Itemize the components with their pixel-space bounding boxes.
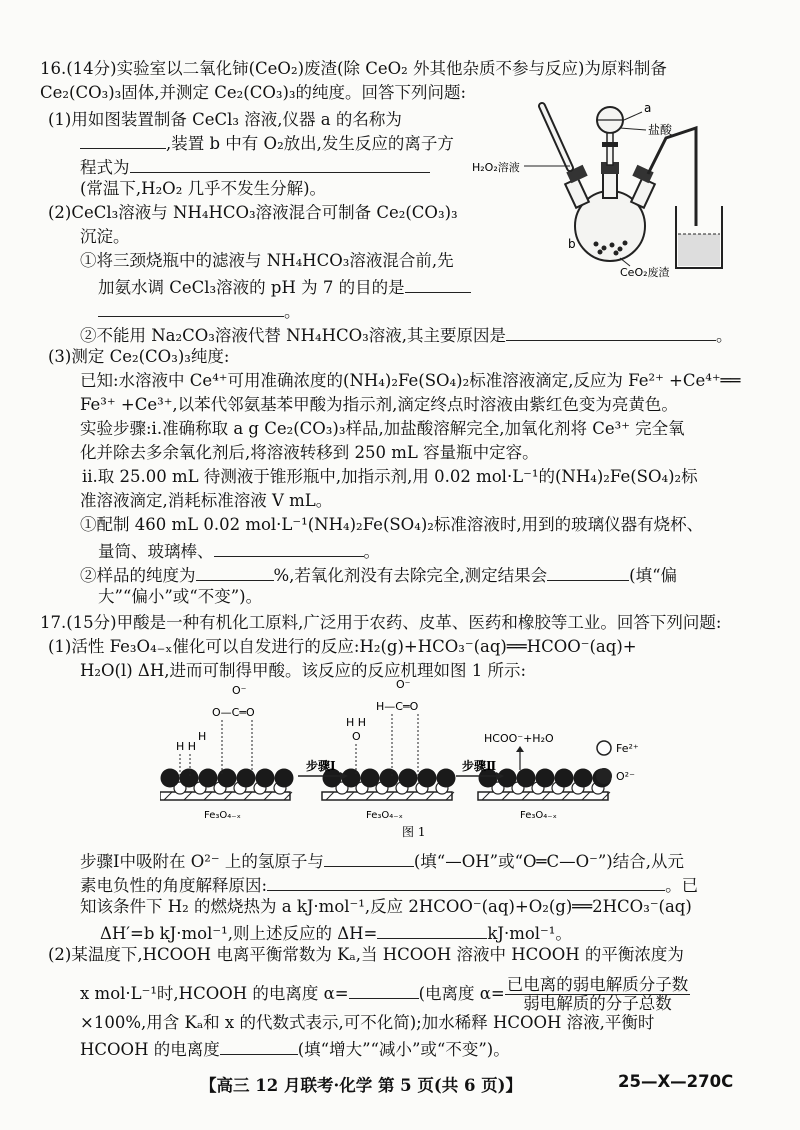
label-a: a	[644, 101, 652, 115]
q16-part3-n: 大”“偏小”或“不变”)。	[98, 587, 263, 606]
q16-part2-b: 沉淀。	[80, 227, 130, 246]
q17-part2-b: x mol·L⁻¹时,HCOOH 的电离度 α=	[80, 984, 349, 1003]
footer-text: 【高三 12 月联考·化学 第 5 页(共 6 页)】	[200, 1076, 522, 1095]
apparatus-diagram	[470, 98, 800, 278]
o-ion	[180, 769, 199, 788]
legend-fe-marker	[597, 741, 611, 755]
figure1-mechanism	[160, 680, 680, 840]
q16-part2-c: ①将三颈烧瓶中的滤液与 NH₄HCO₃溶液混合前,先	[80, 251, 454, 270]
fraction-denominator: 弱电解质的分子总数	[523, 994, 672, 1013]
q17-part1-h: ΔH′=b kJ·mol⁻¹,则上述反应的 ΔH=	[100, 924, 378, 943]
q16-part2-e: 。	[284, 302, 301, 321]
o-ion	[256, 769, 275, 788]
cat-label-1: Fe₃O₄₋ₓ	[204, 810, 241, 821]
q17-part2-line-b	[80, 976, 690, 1013]
q17-part1-line-c	[80, 848, 684, 873]
label-ceo2: CeO₂废渣	[620, 266, 670, 278]
answer-blank-purity[interactable]	[196, 562, 274, 581]
o-ion	[437, 769, 456, 788]
q17-part1-g: 知该条件下 H₂ 的燃烧热为 a kJ·mol⁻¹,反应 2HCOO⁻(aq)+O₂(g)══2HCO₃⁻(aq)	[80, 897, 692, 916]
q16-part1-b: ,装置 b 中有 O₂放出,发生反应的离子方	[166, 134, 454, 153]
footer-code: 25—X—270C	[618, 1072, 734, 1091]
answer-blank-ionization-degree[interactable]	[349, 980, 419, 999]
answer-blank-na2co3-reason[interactable]	[506, 322, 716, 341]
o-ion	[574, 769, 593, 788]
o-ion	[418, 769, 437, 788]
answer-blank-instrument-a[interactable]	[80, 130, 166, 149]
q17-part2-e: HCOOH 的电离度	[80, 1040, 220, 1059]
q16-part2-g: 。	[716, 326, 733, 345]
answer-blank-delta-h[interactable]	[377, 920, 487, 939]
q17-part1-d: (填“—OH”或“O═C—O⁻”)结合,从元	[413, 852, 684, 871]
o-ion	[199, 769, 218, 788]
q16-part2-line-d	[98, 274, 471, 299]
q16-part2-d: 加氨水调 CeCl₃溶液的 pH 为 7 的目的是	[98, 278, 405, 297]
legend-fe-label: Fe²⁺	[616, 742, 639, 755]
q16-line1: 16.(14分)实验室以二氧化铈(CeO₂)废渣(除 CeO₂ 外其他杂质不参与反应)为原料制备	[40, 59, 667, 78]
q16-part3-m: (填“偏	[629, 566, 678, 585]
label-b: b	[568, 237, 576, 251]
step1-label: 步骤Ⅰ	[306, 759, 336, 773]
q16-part1-line3	[80, 154, 430, 179]
q16-part1-a: (1)用如图装置制备 CeCl₃ 溶液,仪器 a 的名称为	[48, 110, 402, 129]
q16-part3-c: Fe³⁺ +Ce³⁺,以苯代邻氨基苯甲酸为指示剂,滴定终点时溶液由紫红色变为亮黄色。	[80, 395, 678, 414]
o-ion	[237, 769, 256, 788]
label-hcl: 盐酸	[648, 123, 673, 137]
ionization-fraction	[505, 976, 691, 1013]
q17-part1-a: (1)活性 Fe₃O₄₋ₓ催化可以自发进行的反应:H₂(g)+HCO₃⁻(aq)══HCOO⁻(aq)+	[48, 637, 637, 656]
cat-label-3: Fe₃O₄₋ₓ	[520, 810, 557, 821]
panel2-water-o: O	[352, 730, 361, 743]
q16-part1-line2	[80, 130, 454, 155]
q16-part2-a: (2)CeCl₃溶液与 NH₄HCO₃溶液混合可制备 Ce₂(CO₃)₃	[48, 203, 458, 222]
q16-part2-f: ②不能用 Na₂CO₃溶液代替 NH₄HCO₃溶液,其主要原因是	[80, 326, 506, 345]
q16-part3-g: 准溶液滴定,消耗标准溶液 V mL。	[80, 491, 333, 510]
q16-part1-c: 程式为	[80, 158, 130, 177]
o-ion	[555, 769, 574, 788]
q16-part3-j: 。	[363, 542, 380, 561]
q16-part3-d: 实验步骤:ⅰ.准确称取 a g Ce₂(CO₃)₃样品,加盐酸溶解完全,加氧化剂将 Ce³⁺ 完全氧	[80, 419, 685, 438]
q16-part1-d: (常温下,H₂O₂ 几乎不发生分解)。	[80, 179, 327, 198]
legend-o-marker	[596, 768, 612, 784]
panel2-formate: H—C═O	[376, 700, 419, 713]
legend-o-label: O²⁻	[616, 770, 635, 783]
q17-part1-b: H₂O(l) ΔH,进而可制得甲酸。该反应的反应机理如图 1 所示:	[80, 661, 527, 680]
q17-part1-line-e	[80, 872, 698, 897]
answer-blank-ionic-equation[interactable]	[130, 154, 430, 173]
q17-part2-c: (电离度 α=	[418, 984, 505, 1003]
o-ion	[218, 769, 237, 788]
answer-blank-glassware[interactable]	[214, 538, 364, 557]
q16-part2-line-f	[80, 322, 733, 347]
q16-part3-k: ②样品的纯度为	[80, 566, 196, 585]
q16-part2-line-e	[98, 298, 301, 323]
q16-part3-line-k	[80, 562, 677, 587]
answer-blank-ph-purpose-cont[interactable]	[98, 298, 284, 317]
panel1-hco3: O—C═O	[212, 706, 255, 719]
panel3-product: HCOO⁻+H₂O	[484, 732, 554, 745]
q17-part1-f: 。已	[665, 876, 699, 895]
q16-part3-a: (3)测定 Ce₂(CO₃)₃纯度:	[48, 347, 230, 366]
o-ion	[361, 769, 380, 788]
label-h2o2: H₂O₂溶液	[472, 161, 520, 174]
o-ion	[399, 769, 418, 788]
o-ion	[517, 769, 536, 788]
q16-part3-line-i	[98, 538, 380, 563]
q16-part3-b: 已知:水溶液中 Ce⁴⁺可用准确浓度的(NH₄)₂Fe(SO₄)₂标准溶液滴定,反应为 Fe²⁺ +Ce⁴⁺══	[80, 371, 741, 390]
q17-line1: 17.(15分)甲酸是一种有机化工原料,广泛用于农药、皮革、医药和橡胶等工业。回答下列问题:	[40, 613, 722, 632]
q16-part3-h: ①配制 460 mL 0.02 mol·L⁻¹(NH₄)₂Fe(SO₄)₂标准溶液时,用到的玻璃仪器有烧杯、	[80, 515, 704, 534]
answer-blank-electronegativity[interactable]	[267, 872, 665, 891]
panel2-water-h: H H	[346, 716, 367, 729]
panel1-o-minus: O⁻	[232, 684, 247, 697]
o-ion	[342, 769, 361, 788]
q17-part2-a: (2)某温度下,HCOOH 电离平衡常数为 Kₐ,当 HCOOH 溶液中 HCOOH 的平衡浓度为	[48, 945, 684, 964]
answer-blank-dilution-effect[interactable]	[220, 1036, 298, 1055]
q17-part2-line-e	[80, 1036, 510, 1061]
q16-part3-l: %,若氧化剂没有去除完全,测定结果会	[273, 566, 548, 585]
answer-blank-result-effect[interactable]	[547, 562, 629, 581]
q16-part3-e: 化并除去多余氧化剂后,将溶液转移到 250 mL 容量瓶中定容。	[80, 443, 539, 462]
o-ion	[498, 769, 517, 788]
q17-part1-e: 素电负性的角度解释原因:	[80, 876, 268, 895]
panel1-h-atom-top: H	[198, 730, 207, 743]
step2-label: 步骤Ⅱ	[462, 759, 497, 773]
answer-blank-h-bond-target[interactable]	[324, 848, 414, 867]
o-ion	[536, 769, 555, 788]
q17-part1-i: kJ·mol⁻¹。	[487, 924, 572, 943]
panel1-surface	[160, 769, 294, 801]
q16-part3-f: ⅱ.取 25.00 mL 待测液于锥形瓶中,加指示剂,用 0.02 mol·L⁻¹的(NH₄)₂Fe(SO₄)₂标	[82, 467, 698, 486]
o-ion	[161, 769, 180, 788]
q16-part1-text	[48, 106, 402, 131]
q17-part2-d: ×100%,用含 Kₐ和 x 的代数式表示,可不化简);加水稀释 HCOOH 溶液,平衡时	[80, 1013, 655, 1032]
panel1-hh: H H	[176, 740, 197, 753]
q17-part1-c: 步骤Ⅰ中吸附在 O²⁻ 上的氢原子与	[80, 852, 324, 871]
q16-line2: Ce₂(CO₃)₃固体,并测定 Ce₂(CO₃)₃的纯度。回答下列问题:	[40, 83, 467, 102]
o-ion	[275, 769, 294, 788]
cat-label-2: Fe₃O₄₋ₓ	[366, 810, 403, 821]
q17-part2-f: (填“增大”“减小”或“不变”)。	[297, 1040, 510, 1059]
answer-blank-ph-purpose[interactable]	[405, 274, 471, 293]
fraction-numerator: 已电离的弱电解质分子数	[506, 975, 689, 994]
o-ion	[380, 769, 399, 788]
panel2-o-minus: O⁻	[396, 680, 411, 691]
q16-part3-i: 量筒、玻璃棒、	[98, 542, 214, 561]
figure1-caption: 图 1	[402, 825, 426, 839]
q17-part1-line-h	[100, 920, 572, 945]
